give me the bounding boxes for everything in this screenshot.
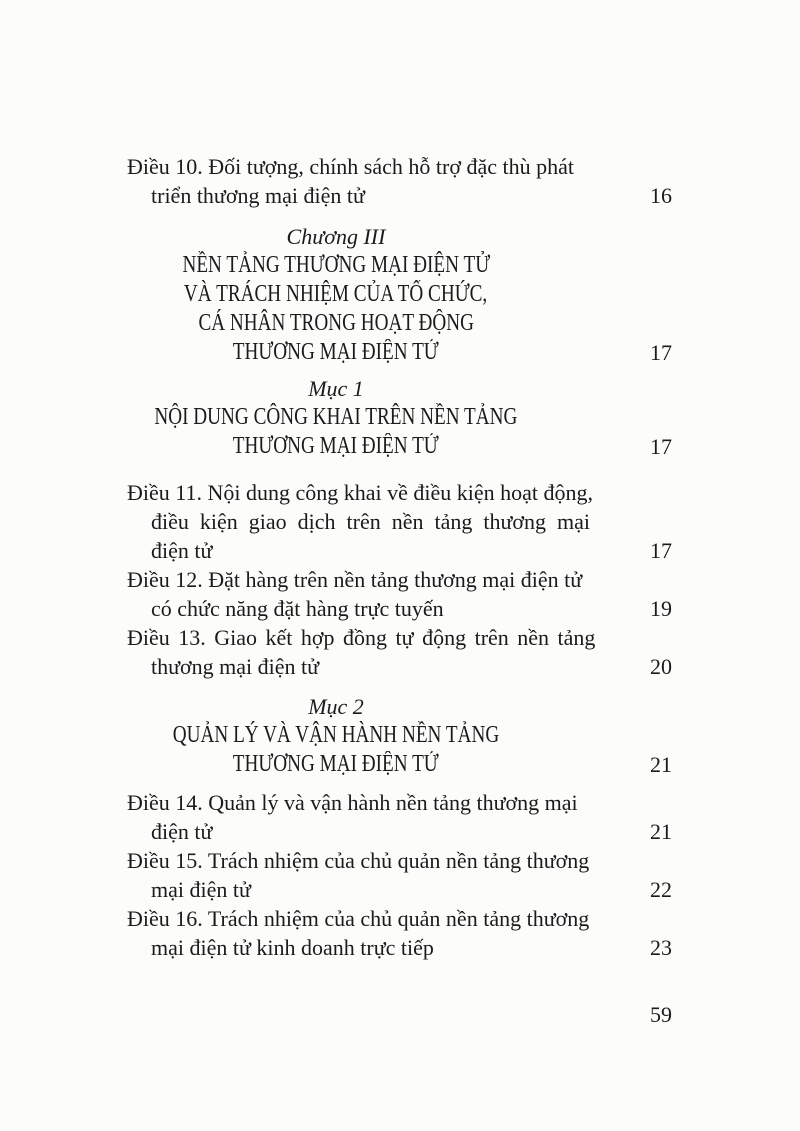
chapter-title-text: VÀ TRÁCH NHIỆM CỦA TỔ CHỨC, <box>184 281 488 307</box>
entry-line: Điều 11. Nội dung công khai về điều kiện hoạt động, <box>127 480 593 505</box>
entry-line <box>127 181 672 210</box>
chapter-title-line <box>0 280 672 309</box>
entry-page-number: 23 <box>650 935 672 960</box>
chapter-title-text: CÁ NHÂN TRONG HOẠT ĐỘNG <box>198 310 474 336</box>
section-title-text: QUẢN LÝ VÀ VẬN HÀNH NỀN TẢNG <box>172 722 500 748</box>
entry-page-number: 21 <box>650 819 672 844</box>
section-title-text: THƯƠNG MẠI ĐIỆN TỬ <box>233 751 439 777</box>
toc-entry-dieu-14 <box>127 788 672 846</box>
entry-line-text: có chức năng đặt hàng trực tuyến <box>151 596 444 621</box>
entry-line-text: mại điện tử kinh doanh trực tiếp <box>151 935 434 960</box>
chapter-title-text: THƯƠNG MẠI ĐIỆN TỬ <box>233 339 439 365</box>
toc-section-1-heading <box>0 374 672 461</box>
toc-chapter-3-heading <box>0 222 672 367</box>
chapter-label: Chương III <box>286 224 386 249</box>
section-label: Mục 2 <box>308 694 364 719</box>
entry-line: Điều 16. Trách nhiệm của chủ quản nền tảng thương <box>127 906 590 931</box>
entry-line-text: điện tử <box>151 819 213 844</box>
toc-entry-dieu-11 <box>127 478 672 565</box>
entry-line: Điều 14. Quản lý và vận hành nền tảng thương mại <box>127 790 578 815</box>
toc-entry-dieu-13 <box>127 623 672 681</box>
chapter-page-number: 17 <box>650 340 672 365</box>
entry-line-text: điện tử <box>151 538 213 563</box>
chapter-title-text: NỀN TẢNG THƯƠNG MẠI ĐIỆN TỬ <box>182 252 490 278</box>
table-of-contents <box>0 152 672 962</box>
entry-line-text: thương mại điện tử <box>151 654 320 679</box>
section-title-line <box>0 403 672 432</box>
entry-line: điều kiện giao dịch trên nền tảng thương mại <box>151 509 591 534</box>
entry-line-text: mại điện tử <box>151 877 251 902</box>
section-label: Mục 1 <box>308 376 364 401</box>
section-title-text: NỘI DUNG CÔNG KHAI TRÊN NỀN TẢNG <box>154 404 518 430</box>
entry-page-number: 16 <box>650 183 672 208</box>
entry-line <box>127 933 672 962</box>
chapter-title-line <box>0 309 672 338</box>
section-page-number: 17 <box>650 434 672 459</box>
entry-line: Điều 15. Trách nhiệm của chủ quản nền tảng thương <box>127 848 590 873</box>
entry-line-text: triển thương mại điện tử <box>151 183 365 208</box>
section-title-line <box>0 750 672 779</box>
chapter-title-line <box>0 251 672 280</box>
section-title-text: THƯƠNG MẠI ĐIỆN TỬ <box>233 433 439 459</box>
entry-page-number: 22 <box>650 877 672 902</box>
toc-entry-dieu-12 <box>127 565 672 623</box>
entry-line: Điều 12. Đặt hàng trên nền tảng thương mại điện tử <box>127 567 583 592</box>
toc-entry-dieu-10 <box>127 152 672 210</box>
section-title-line <box>0 432 672 461</box>
entry-page-number: 17 <box>650 538 672 563</box>
entry-line <box>127 875 672 904</box>
toc-section-2-heading <box>0 692 672 779</box>
entry-line <box>127 652 672 681</box>
entry-line <box>127 536 672 565</box>
section-page-number: 21 <box>650 752 672 777</box>
toc-entry-dieu-16 <box>127 904 672 962</box>
entry-line <box>127 594 672 623</box>
entry-line <box>127 817 672 846</box>
section-title-line <box>0 721 672 750</box>
toc-entry-dieu-15 <box>127 846 672 904</box>
entry-line: Điều 13. Giao kết hợp đồng tự động trên nền tảng <box>127 625 596 650</box>
entry-line: Điều 10. Đối tượng, chính sách hỗ trợ đặc thù phát <box>127 154 574 179</box>
entry-page-number: 20 <box>650 654 672 679</box>
page-folio-number: 59 <box>650 1002 672 1027</box>
chapter-title-line <box>0 338 672 367</box>
entry-page-number: 19 <box>650 596 672 621</box>
